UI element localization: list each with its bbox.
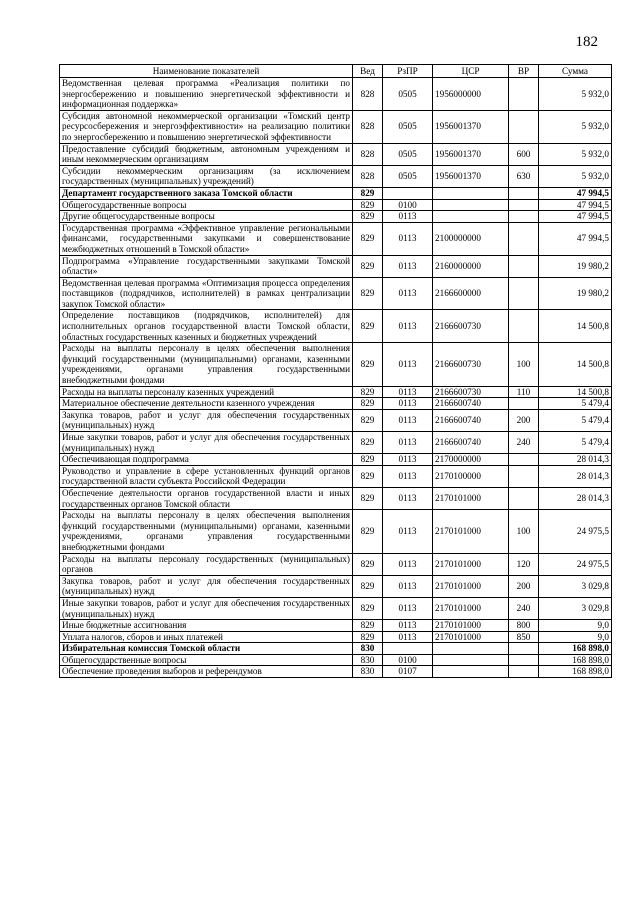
table-row [60, 409, 612, 431]
row-rzpr-cell: 0505 [383, 110, 433, 143]
row-csr-cell: 2170101000 [433, 597, 509, 619]
header-name: Наименование показателей [60, 65, 353, 78]
row-ved-cell: 829 [353, 454, 383, 466]
row-name-cell: Уплата налогов, сборов и иных платежей [60, 631, 353, 643]
row-sum-cell: 19 980,2 [539, 255, 612, 277]
row-sum-cell: 47 994,5 [539, 222, 612, 255]
row-sum-cell: 3 029,8 [539, 597, 612, 619]
row-name-cell: Материальное обеспечение деятельности казенного учреждения [60, 398, 353, 410]
header-rzpr: РзПР [383, 65, 433, 78]
row-rzpr-cell: 0113 [383, 631, 433, 643]
row-name-cell: Общегосударственные вопросы [60, 654, 353, 666]
row-name-cell: Предоставление субсидий бюджетным, автономным учреждениям и иным некоммерческим организациям [60, 143, 353, 165]
table-row [60, 110, 612, 143]
row-name-cell: Руководство и управление в сфере установленных функций органов государственной власти субъекта Российской Федерации [60, 465, 353, 487]
row-vr-cell [509, 255, 539, 277]
row-csr-cell: 2166600000 [433, 277, 509, 310]
row-ved-cell: 829 [353, 222, 383, 255]
row-rzpr-cell [383, 187, 433, 199]
row-vr-cell [509, 222, 539, 255]
table-row [60, 277, 612, 310]
row-rzpr-cell: 0113 [383, 575, 433, 597]
row-vr-cell: 110 [509, 386, 539, 398]
row-ved-cell: 829 [353, 575, 383, 597]
row-sum-cell: 5 479,4 [539, 409, 612, 431]
row-name-cell: Подпрограмма «Управление государственными закупками Томской области» [60, 255, 353, 277]
row-vr-cell: 240 [509, 432, 539, 454]
row-ved-cell: 829 [353, 211, 383, 223]
row-sum-cell: 14 500,8 [539, 343, 612, 386]
row-ved-cell: 829 [353, 620, 383, 632]
row-sum-cell: 19 980,2 [539, 277, 612, 310]
row-vr-cell [509, 654, 539, 666]
row-ved-cell: 829 [353, 465, 383, 487]
row-ved-cell: 829 [353, 187, 383, 199]
row-vr-cell [509, 199, 539, 211]
table-header-row [60, 65, 612, 78]
table-row [60, 432, 612, 454]
table-row [60, 398, 612, 410]
row-rzpr-cell: 0113 [383, 310, 433, 343]
table-row [60, 553, 612, 575]
row-sum-cell: 14 500,8 [539, 386, 612, 398]
table-row [60, 310, 612, 343]
row-vr-cell [509, 454, 539, 466]
row-rzpr-cell: 0113 [383, 510, 433, 553]
row-rzpr-cell: 0113 [383, 398, 433, 410]
row-csr-cell: 2160000000 [433, 255, 509, 277]
row-vr-cell: 600 [509, 143, 539, 165]
row-csr-cell [433, 211, 509, 223]
table-row [60, 510, 612, 553]
row-rzpr-cell: 0505 [383, 78, 433, 111]
row-name-cell: Обеспечение проведения выборов и референдумов [60, 666, 353, 678]
budget-table [59, 64, 612, 678]
row-sum-cell: 9,0 [539, 631, 612, 643]
row-name-cell: Ведомственная целевая программа «Реализация политики по энергосбережению и повышению энергетической эффективности и информационная поддержка» [60, 78, 353, 111]
row-ved-cell: 830 [353, 666, 383, 678]
row-rzpr-cell: 0113 [383, 409, 433, 431]
row-name-cell: Департамент государственного заказа Томской области [60, 187, 353, 199]
row-csr-cell: 1956001370 [433, 110, 509, 143]
row-csr-cell [433, 199, 509, 211]
table-row [60, 78, 612, 111]
table-row [60, 143, 612, 165]
row-vr-cell: 800 [509, 620, 539, 632]
row-vr-cell: 240 [509, 597, 539, 619]
table-row [60, 386, 612, 398]
row-csr-cell: 2170101000 [433, 631, 509, 643]
row-csr-cell: 1956001370 [433, 165, 509, 187]
table-row [60, 165, 612, 187]
row-vr-cell: 200 [509, 575, 539, 597]
row-name-cell: Государственная программа «Эффективное управление региональными финансами, государственными закупками и совершенствование межбюджетных отношений в Томской области» [60, 222, 353, 255]
row-vr-cell [509, 643, 539, 655]
row-name-cell: Субсидии некоммерческим организациям (за исключением государственных (муниципальных) учреждений) [60, 165, 353, 187]
row-ved-cell: 829 [353, 510, 383, 553]
table-row [60, 199, 612, 211]
row-csr-cell [433, 654, 509, 666]
row-ved-cell: 829 [353, 255, 383, 277]
row-ved-cell: 829 [353, 199, 383, 211]
row-ved-cell: 829 [353, 432, 383, 454]
row-vr-cell [509, 666, 539, 678]
row-vr-cell [509, 465, 539, 487]
row-csr-cell: 2170101000 [433, 487, 509, 509]
table-row [60, 454, 612, 466]
row-csr-cell: 2170101000 [433, 575, 509, 597]
row-name-cell: Определение поставщиков (подрядчиков, исполнителей) для исполнительных органов государственной власти Томской области, областных государственных казенных и бюджетных учреждений [60, 310, 353, 343]
row-csr-cell: 1956001370 [433, 143, 509, 165]
row-ved-cell: 829 [353, 553, 383, 575]
row-sum-cell: 14 500,8 [539, 310, 612, 343]
row-csr-cell: 2170101000 [433, 553, 509, 575]
row-rzpr-cell: 0113 [383, 454, 433, 466]
table-row [60, 211, 612, 223]
row-vr-cell: 100 [509, 343, 539, 386]
row-name-cell: Обеспечение деятельности органов государственной власти и иных государственных органов Томской области [60, 487, 353, 509]
row-csr-cell: 1956000000 [433, 78, 509, 111]
row-csr-cell: 2170100000 [433, 465, 509, 487]
row-sum-cell: 24 975,5 [539, 553, 612, 575]
row-sum-cell: 28 014,3 [539, 454, 612, 466]
row-vr-cell [509, 277, 539, 310]
row-name-cell: Общегосударственные вопросы [60, 199, 353, 211]
row-csr-cell: 2170000000 [433, 454, 509, 466]
row-sum-cell: 28 014,3 [539, 465, 612, 487]
row-sum-cell: 168 898,0 [539, 654, 612, 666]
row-vr-cell: 850 [509, 631, 539, 643]
table-body [60, 78, 612, 678]
row-vr-cell [509, 78, 539, 111]
row-sum-cell: 47 994,5 [539, 211, 612, 223]
row-ved-cell: 829 [353, 597, 383, 619]
table-row [60, 631, 612, 643]
row-csr-cell [433, 187, 509, 199]
table-row [60, 343, 612, 386]
header-ved: Вед [353, 65, 383, 78]
page-number: 182 [575, 34, 598, 50]
row-csr-cell: 2166600740 [433, 398, 509, 410]
row-vr-cell [509, 398, 539, 410]
table-row [60, 187, 612, 199]
row-vr-cell [509, 187, 539, 199]
row-rzpr-cell: 0113 [383, 222, 433, 255]
row-rzpr-cell: 0113 [383, 432, 433, 454]
table-row [60, 666, 612, 678]
row-csr-cell: 2170101000 [433, 510, 509, 553]
row-vr-cell [509, 487, 539, 509]
table-row [60, 465, 612, 487]
row-name-cell: Расходы на выплаты персоналу государственных (муниципальных) органов [60, 553, 353, 575]
row-csr-cell: 2166600730 [433, 310, 509, 343]
row-ved-cell: 829 [353, 310, 383, 343]
table-row [60, 597, 612, 619]
row-name-cell: Закупка товаров, работ и услуг для обеспечения государственных (муниципальных) нужд [60, 575, 353, 597]
row-rzpr-cell: 0113 [383, 255, 433, 277]
row-vr-cell: 100 [509, 510, 539, 553]
row-ved-cell: 828 [353, 78, 383, 111]
row-rzpr-cell: 0113 [383, 343, 433, 386]
row-name-cell: Расходы на выплаты персоналу в целях обеспечения выполнения функций государственными (муниципальными) органами, казенными учреждениями, органами управления государственными внебюджетными фондами [60, 510, 353, 553]
row-sum-cell: 9,0 [539, 620, 612, 632]
row-rzpr-cell: 0113 [383, 465, 433, 487]
row-rzpr-cell: 0107 [383, 666, 433, 678]
row-sum-cell: 5 932,0 [539, 165, 612, 187]
table-row [60, 487, 612, 509]
row-rzpr-cell: 0505 [383, 165, 433, 187]
row-name-cell: Обеспечивающая подпрограмма [60, 454, 353, 466]
row-rzpr-cell: 0113 [383, 211, 433, 223]
row-rzpr-cell: 0113 [383, 487, 433, 509]
row-vr-cell: 200 [509, 409, 539, 431]
row-rzpr-cell: 0100 [383, 199, 433, 211]
row-rzpr-cell: 0113 [383, 277, 433, 310]
row-sum-cell: 5 479,4 [539, 432, 612, 454]
row-sum-cell: 28 014,3 [539, 487, 612, 509]
row-ved-cell: 829 [353, 277, 383, 310]
row-sum-cell: 168 898,0 [539, 666, 612, 678]
row-name-cell: Ведомственная целевая программа «Оптимизация процесса определения поставщиков (подрядчиков, исполнителей) в рамках централизации закупок Томской области» [60, 277, 353, 310]
table-row [60, 575, 612, 597]
row-sum-cell: 47 994,5 [539, 199, 612, 211]
row-name-cell: Избирательная комиссия Томской области [60, 643, 353, 655]
row-ved-cell: 829 [353, 398, 383, 410]
row-name-cell: Закупка товаров, работ и услуг для обеспечения государственных (муниципальных) нужд [60, 409, 353, 431]
row-rzpr-cell: 0100 [383, 654, 433, 666]
row-ved-cell: 830 [353, 643, 383, 655]
row-name-cell: Субсидия автономной некоммерческой организации «Томский центр ресурсосбережения и энергоэффективности» на реализацию политики по энергосбережению и повышению энергетической эффективности [60, 110, 353, 143]
row-csr-cell: 2166600730 [433, 343, 509, 386]
row-sum-cell: 5 932,0 [539, 78, 612, 111]
row-ved-cell: 829 [353, 487, 383, 509]
row-sum-cell: 168 898,0 [539, 643, 612, 655]
row-csr-cell: 2166600740 [433, 409, 509, 431]
row-csr-cell: 2166600740 [433, 432, 509, 454]
row-name-cell: Иные бюджетные ассигнования [60, 620, 353, 632]
row-vr-cell: 630 [509, 165, 539, 187]
table-row [60, 643, 612, 655]
row-name-cell: Расходы на выплаты персоналу казенных учреждений [60, 386, 353, 398]
row-vr-cell: 120 [509, 553, 539, 575]
row-sum-cell: 5 932,0 [539, 143, 612, 165]
row-csr-cell [433, 643, 509, 655]
header-csr: ЦСР [433, 65, 509, 78]
row-sum-cell: 3 029,8 [539, 575, 612, 597]
table-row [60, 255, 612, 277]
row-name-cell: Другие общегосударственные вопросы [60, 211, 353, 223]
row-name-cell: Иные закупки товаров, работ и услуг для обеспечения государственных (муниципальных) нужд [60, 432, 353, 454]
row-csr-cell [433, 666, 509, 678]
row-ved-cell: 829 [353, 386, 383, 398]
row-rzpr-cell: 0113 [383, 553, 433, 575]
row-vr-cell [509, 310, 539, 343]
row-name-cell: Расходы на выплаты персоналу в целях обеспечения выполнения функций государственными (муниципальными) органами, казенными учреждениями, органами управления государственными внебюджетными фондами [60, 343, 353, 386]
row-sum-cell: 24 975,5 [539, 510, 612, 553]
table-row [60, 654, 612, 666]
row-rzpr-cell [383, 643, 433, 655]
table-row [60, 620, 612, 632]
table-row [60, 222, 612, 255]
row-ved-cell: 828 [353, 143, 383, 165]
row-csr-cell: 2100000000 [433, 222, 509, 255]
row-ved-cell: 829 [353, 631, 383, 643]
row-ved-cell: 828 [353, 165, 383, 187]
row-name-cell: Иные закупки товаров, работ и услуг для обеспечения государственных (муниципальных) нужд [60, 597, 353, 619]
row-rzpr-cell: 0113 [383, 620, 433, 632]
row-csr-cell: 2170101000 [433, 620, 509, 632]
row-vr-cell [509, 110, 539, 143]
row-vr-cell [509, 211, 539, 223]
row-rzpr-cell: 0505 [383, 143, 433, 165]
row-ved-cell: 830 [353, 654, 383, 666]
row-sum-cell: 5 479,4 [539, 398, 612, 410]
header-vr: ВР [509, 65, 539, 78]
header-sum: Сумма [539, 65, 612, 78]
row-ved-cell: 828 [353, 110, 383, 143]
row-rzpr-cell: 0113 [383, 597, 433, 619]
row-ved-cell: 829 [353, 343, 383, 386]
row-sum-cell: 5 932,0 [539, 110, 612, 143]
row-csr-cell: 2166600730 [433, 386, 509, 398]
row-ved-cell: 829 [353, 409, 383, 431]
row-rzpr-cell: 0113 [383, 386, 433, 398]
row-sum-cell: 47 994,5 [539, 187, 612, 199]
